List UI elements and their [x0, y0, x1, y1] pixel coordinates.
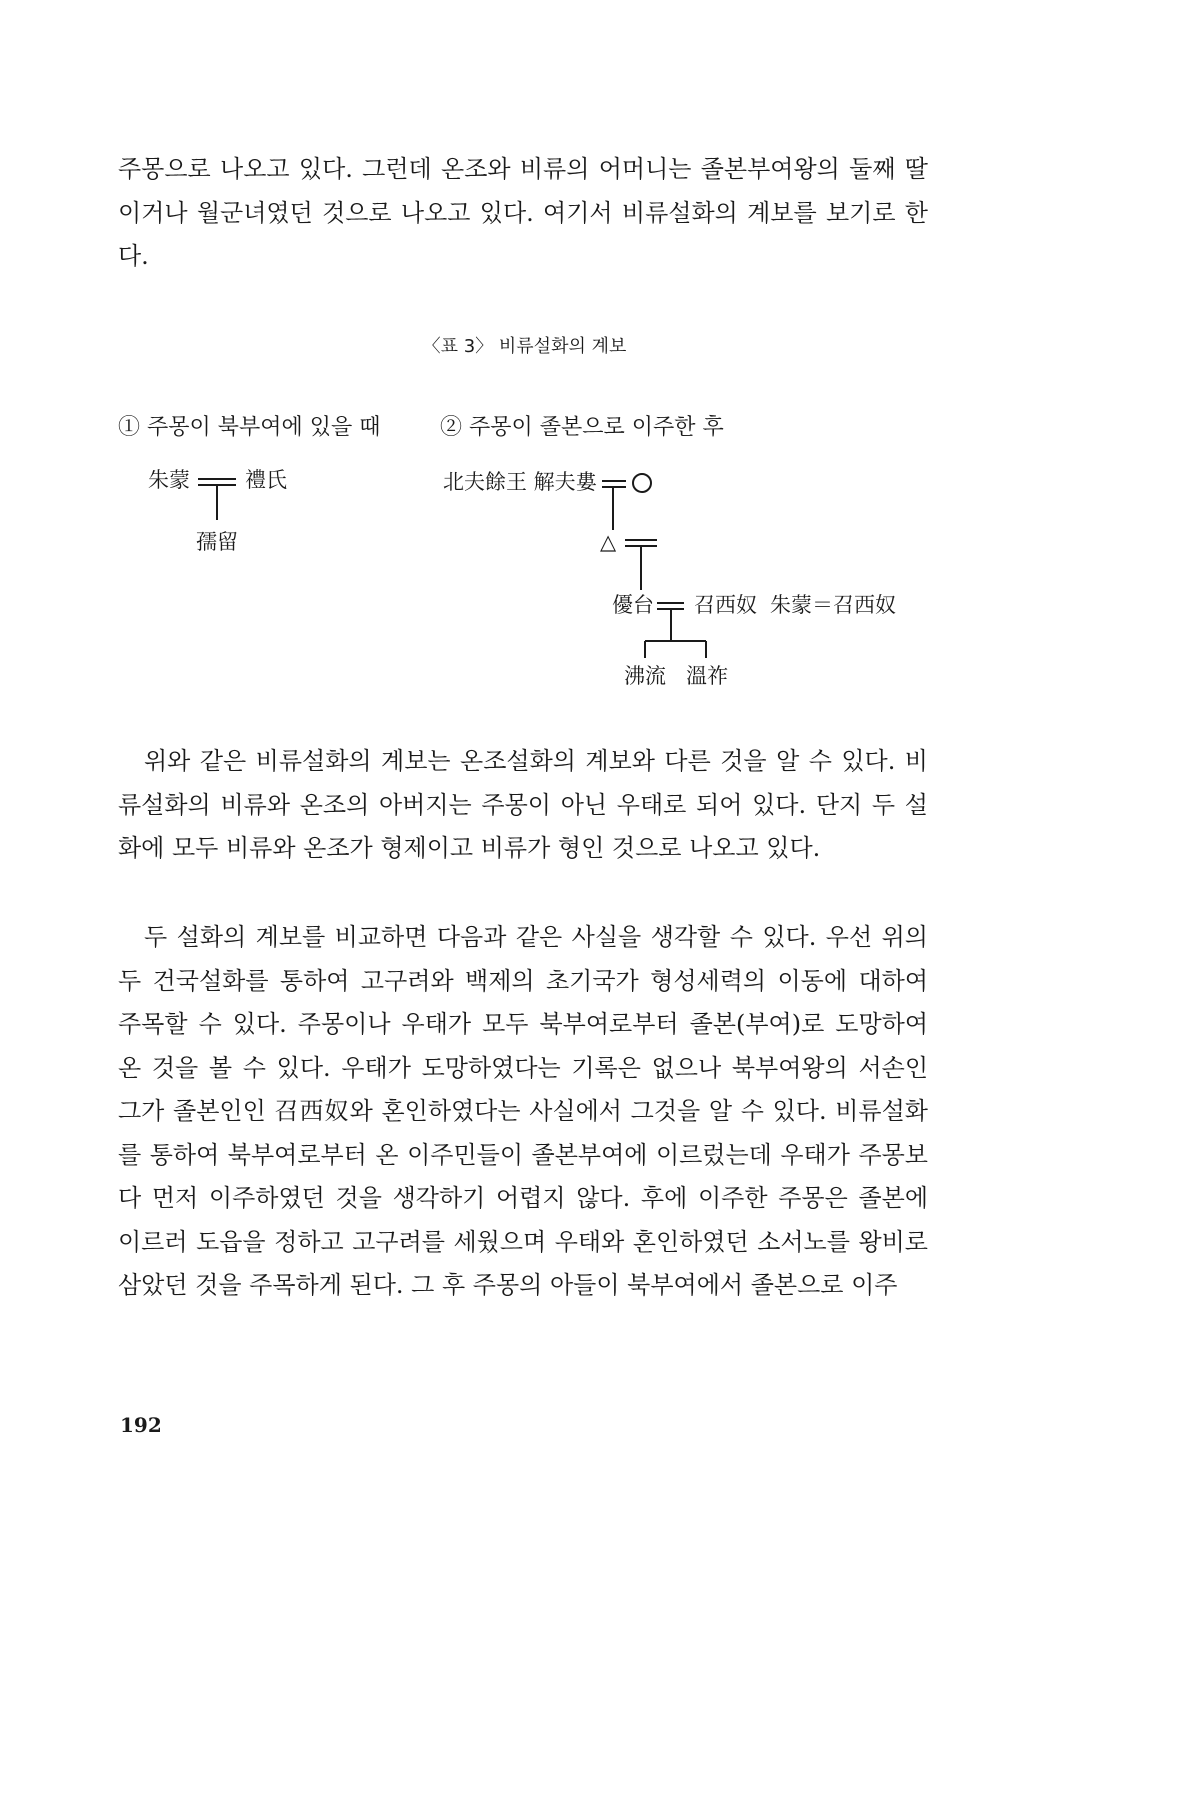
- case-1-label: ① 주몽이 북부여에 있을 때: [118, 415, 381, 440]
- d2-child1-name: 沸流: [624, 664, 666, 688]
- d2-child2-name: 溫祚: [686, 664, 728, 688]
- d1-child-name: 孺留: [196, 530, 238, 554]
- body-paragraph-top: 주몽으로 나오고 있다. 그런데 온조와 비류의 어머니는 졸본부여왕의 둘째 딸이거나 월군녀였던 것으로 나오고 있다. 여기서 비류설화의 계보를 보기로 한다.: [118, 155, 928, 270]
- d2-middle-triangle: △: [600, 530, 617, 554]
- d2-grandfather-name: 北夫餘王 解夫婁: [443, 470, 597, 494]
- unknown-spouse-circle: [633, 474, 651, 492]
- table-caption: 〈표 3〉 비류설화의 계보: [422, 336, 627, 357]
- d2-mother-name: 召西奴: [694, 593, 757, 617]
- d1-father-name: 朱蒙: [148, 468, 190, 492]
- d2-father-name: 優台: [612, 593, 654, 617]
- body-paragraph-2: 두 설화의 계보를 비교하면 다음과 같은 사실을 생각할 수 있다. 우선 위의 두 건국설화를 통하여 고구려와 백제의 초기국가 형성세력의 이동에 대하여 주목할 수 있다. 주몽이나 우태가 모두 북부여로부터 졸본(부여)로 도망하여 온 것을 볼 수 있다. 우태가 도망하였다는 기록은 없으나 북부여왕의 서손인 그가 졸본인인 召西奴와 혼인하였다는 사실에서 그것을 알 수 있다. 비류설화를 통하여 북부여로부터 온 이주민들이 졸본부여에 이르렀는데 우태가 주몽보다 먼저 이주하였던 것을 생각하기 어렵지 않다. 후에 이주한 주몽은 졸본에 이르러 도읍을 정하고 고구려를 세웠으며 우태와 혼인하였던 소서노를 왕비로 삼았던 것을 주목하게 된다. 그 후 주몽의 아들이 북부여에서 졸본으로 이주: [118, 923, 928, 1299]
- page-number: 192: [120, 1413, 162, 1437]
- body-paragraph-1: 위와 같은 비류설화의 계보는 온조설화의 계보와 다른 것을 알 수 있다. 비류설화의 비류와 온조의 아버지는 주몽이 아닌 우태로 되어 있다. 단지 두 설화에 모두 비류와 온조가 형제이고 비류가 형인 것으로 나오고 있다.: [118, 747, 928, 862]
- d1-mother-name: 禮氏: [245, 468, 287, 492]
- d2-second-marriage: 朱蒙＝召西奴: [770, 593, 896, 617]
- case-2-label: ② 주몽이 졸본으로 이주한 후: [440, 415, 724, 440]
